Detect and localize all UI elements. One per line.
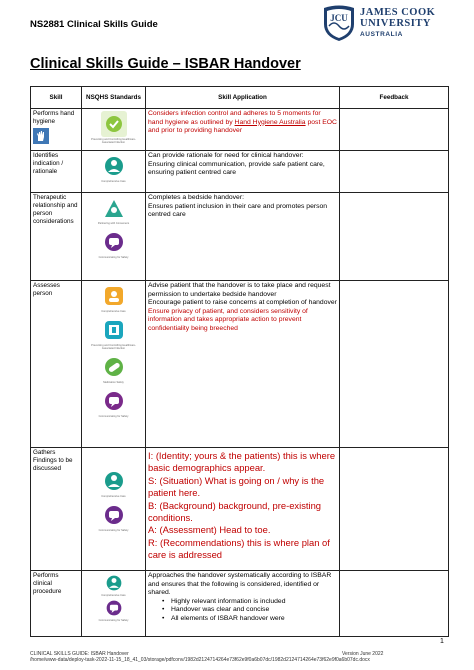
skill-cell <box>31 448 82 571</box>
standard-badge <box>87 598 141 622</box>
document-title: NS2881 Clinical Skills Guide <box>30 19 158 30</box>
skill-cell <box>31 151 82 193</box>
standard-label: Comprehensive Care <box>101 310 126 313</box>
document-footer <box>30 651 448 663</box>
isbar-recommendations: R: (Recommendations) this is where plan of care is addressed <box>148 536 330 561</box>
communicating-safety-standard-icon <box>101 388 127 414</box>
application-cell <box>146 571 340 637</box>
list-item: • Handover was clear and concise <box>162 606 337 615</box>
skill-name: Assesses person <box>33 282 60 297</box>
feedback-cell[interactable] <box>340 448 449 571</box>
communicating-safety-standard-icon <box>101 229 127 255</box>
standard-badge <box>87 317 141 350</box>
logo-line-1: JAMES COOK <box>360 7 436 18</box>
logo-line-2: UNIVERSITY <box>360 18 431 29</box>
standard-badge <box>87 195 141 225</box>
list-item: • All elements of ISBAR handover were <box>162 615 337 624</box>
communicating-safety-standard-icon <box>101 502 127 528</box>
skill-cell <box>31 109 82 151</box>
header-feedback: Feedback <box>340 87 449 109</box>
table-row <box>31 151 449 193</box>
application-text: Considers infection control and adheres to 5 moments for hand hygiene as outlined by <box>148 110 321 126</box>
standard-label: Comprehensive Care <box>101 594 126 597</box>
application-text: Advise patient that the handover is to take place and request permission to undertake bedside handover <box>148 282 331 298</box>
isbar-background: B: (Background) background, pre-existing conditions. <box>148 499 322 524</box>
skill-cell <box>31 281 82 448</box>
table-row <box>31 281 449 448</box>
jcu-logo <box>322 4 447 42</box>
standard-badge <box>87 111 141 144</box>
standard-badge <box>87 468 141 498</box>
standard-label: Partnering with Consumers <box>97 222 130 225</box>
page-title: Clinical Skills Guide – ISBAR Handover <box>30 56 301 72</box>
jcu-logo-mark-icon <box>322 4 356 42</box>
standard-label: Comprehensive Care <box>101 495 126 498</box>
header-skill: Skill <box>31 87 82 109</box>
footer-path: /home/www-data/deploy-task-2022-11-15_18_41_03/storage/pdfconv/1982d2124714264e73f62e9f0a6b07dc/1982d2124714264e73f62e9f0a6b07dc.docx <box>30 657 370 663</box>
standard-label: Communicating for Safety <box>98 256 129 259</box>
standards-cell <box>82 448 146 571</box>
standard-label: Preventing and Controlling Healthcare-Associated Infection <box>91 138 136 144</box>
standard-badge <box>87 573 141 597</box>
logo-wordmark <box>360 7 435 29</box>
infection-control-standard-icon <box>101 317 127 343</box>
feedback-cell[interactable] <box>340 193 449 281</box>
table-row <box>31 571 449 637</box>
application-text: Approaches the handover systematically according to ISBAR and ensures that the following is considered, identified or shared. <box>148 572 332 597</box>
skills-table <box>30 86 449 637</box>
isbar-assessment: A: (Assessment) Head to toe. <box>148 524 271 536</box>
application-text-highlight: Ensure privacy of patient, and considers sensitivity of information and takes appropriate action to prevent confidentiality being breeched <box>148 307 308 332</box>
application-text: Can provide rationale for need for clinical handover: <box>148 152 304 159</box>
standard-badge <box>87 153 141 183</box>
header-application: Skill Application <box>146 87 340 109</box>
page-number: 1 <box>440 638 444 645</box>
feedback-cell[interactable] <box>340 109 449 151</box>
table-header-row <box>31 87 449 109</box>
comprehensive-care-standard-icon <box>101 468 127 494</box>
communicating-safety-standard-icon <box>101 598 127 618</box>
standards-cell <box>82 151 146 193</box>
standards-cell <box>82 281 146 448</box>
skill-name: Performs hand hygiene <box>33 110 75 125</box>
feedback-cell[interactable] <box>340 571 449 637</box>
hand-hygiene-icon <box>33 128 49 144</box>
medication-safety-standard-icon <box>101 354 127 380</box>
standard-badge <box>87 283 141 313</box>
table-row <box>31 109 449 151</box>
application-cell <box>146 151 340 193</box>
list-item: • Highly relevant information is included <box>162 598 337 607</box>
isbar-situation: S: (Situation) What is going on / why is the patient here. <box>148 474 325 499</box>
comprehensive-care-standard-icon <box>101 573 127 593</box>
standards-cell <box>82 193 146 281</box>
hand-hygiene-australia-link[interactable]: Hand Hygiene Australia <box>234 118 306 126</box>
skill-cell <box>31 193 82 281</box>
application-text: Ensuring clinical communication, provide safe patient care, ensuring patient centred care <box>148 160 325 177</box>
header-nsqhs: NSQHS Standards <box>82 87 146 109</box>
standard-label: Comprehensive Care <box>101 180 126 183</box>
standard-label: Preventing and Controlling Healthcare-Associated Infection <box>91 344 136 350</box>
standard-label: Communicating for Safety <box>98 619 129 622</box>
application-cell <box>146 109 340 151</box>
standard-badge <box>87 229 141 259</box>
standard-badge <box>87 388 141 418</box>
skill-name: Performs clinical procedure <box>33 572 62 595</box>
application-cell <box>146 193 340 281</box>
infection-control-standard-icon <box>101 111 127 137</box>
skill-name: Gathers Findings to be discussed <box>33 449 73 472</box>
partnering-consumers-standard-icon <box>101 195 127 221</box>
footer-doc-name: CLINICAL SKILLS GUIDE: ISBAR Handover <box>30 651 129 657</box>
standard-badge <box>87 502 141 532</box>
comprehensive-care-standard-icon <box>101 153 127 179</box>
application-text: Ensures patient inclusion in their care and promotes person centred care <box>148 202 328 219</box>
comprehensive-care-standard-icon <box>101 283 127 309</box>
feedback-cell[interactable] <box>340 281 449 448</box>
skill-cell <box>31 571 82 637</box>
standards-cell <box>82 571 146 637</box>
document-header <box>0 0 474 48</box>
skill-name: Therapeutic relationship and person considerations <box>33 194 78 225</box>
isbar-identity: I: (Identity; yours & the patients) this is where basic demographics appear. <box>148 450 336 474</box>
criteria-list <box>162 598 337 624</box>
application-text: Completes a bedside handover: <box>148 194 244 201</box>
table-row <box>31 193 449 281</box>
standard-label: Communicating for Safety <box>98 415 129 418</box>
standards-cell <box>82 109 146 151</box>
feedback-cell[interactable] <box>340 151 449 193</box>
table-row <box>31 448 449 571</box>
standard-label: Medication Safety <box>103 381 124 384</box>
standard-badge <box>87 354 141 384</box>
application-text: post EOC and prior to providing handover <box>148 118 337 135</box>
svg-text:JCU: JCU <box>330 13 348 23</box>
standard-label: Communicating for Safety <box>98 529 129 532</box>
footer-version: Version June 2022 <box>342 651 384 657</box>
skill-name: Identifies indication / rationale <box>33 152 64 175</box>
application-cell <box>146 448 340 571</box>
logo-line-3: AUSTRALIA <box>360 31 403 38</box>
application-cell <box>146 281 340 448</box>
application-text: Encourage patient to raise concerns at completion of handover <box>148 299 337 307</box>
